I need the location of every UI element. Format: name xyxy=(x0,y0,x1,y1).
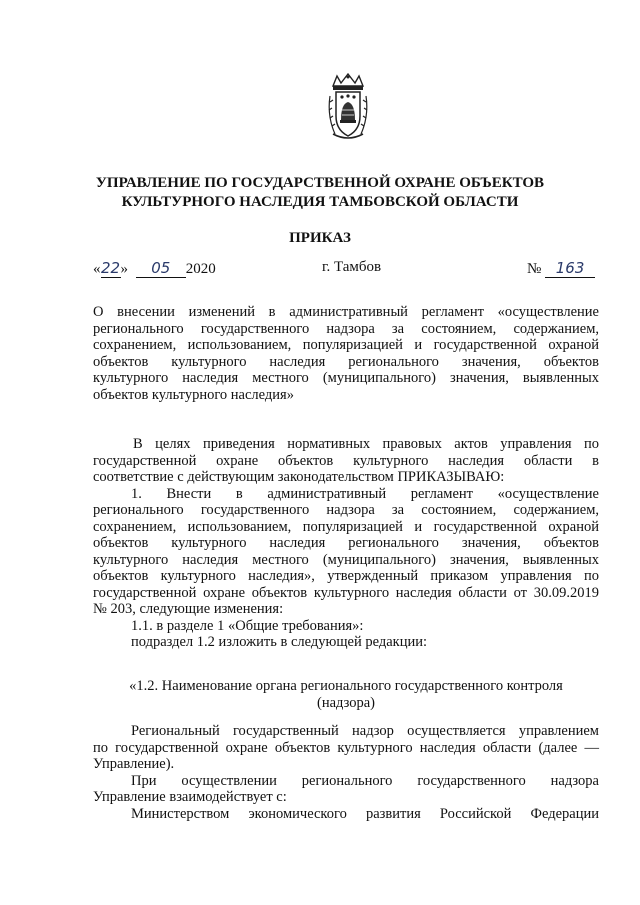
subject-line: объектов культурного наследия» xyxy=(93,386,294,403)
order-body xyxy=(93,436,599,651)
section-body-line: Региональный государственный надзор осуществляется управлением xyxy=(131,723,599,739)
order-subject xyxy=(93,304,599,403)
organization-title-line-1: УПРАВЛЕНИЕ ПО ГОСУДАРСТВЕННОЙ ОХРАНЕ ОБЪЕКТОВ xyxy=(95,175,545,191)
subject-line: сохранением, использованием, популяризацией и государственной охраной xyxy=(93,337,599,353)
body-line: объектов культурного наследия», утвержденный приказом управления по xyxy=(93,568,599,584)
body-line: объектов культурного наследия регионального значения, объектов xyxy=(93,535,599,551)
number-label: № xyxy=(527,261,542,277)
date-month: 05 xyxy=(136,259,186,278)
section-body-line: Управление). xyxy=(93,756,175,772)
section-title xyxy=(93,678,599,711)
body-line: государственной охране объектов культурного наследия области от 30.09.2019 xyxy=(93,584,599,601)
section-body-line: Министерством экономического развития Российской Федерации xyxy=(131,805,599,822)
document-city: г. Тамбов xyxy=(322,259,382,275)
body-line: 1.1. в разделе 1 «Общие требования»: xyxy=(131,617,364,634)
subject-line: объектов культурного наследия регионального значения, объектов xyxy=(93,353,599,370)
section-body xyxy=(93,723,599,822)
number-value: 163 xyxy=(545,259,595,278)
section-title-line: (надзора) xyxy=(317,694,375,711)
section-title-line: «1.2. Наименование органа регионального государственного контроля xyxy=(129,678,563,694)
document-number xyxy=(527,259,595,278)
body-line: культурного наследия местного (муниципального) значения, выявленных xyxy=(93,551,599,568)
date-quote-close: » xyxy=(120,261,128,277)
organization-title xyxy=(60,174,580,212)
document-type-heading: ПРИКАЗ xyxy=(289,230,351,246)
body-line: подраздел 1.2 изложить в следующей редакции: xyxy=(131,634,428,650)
date-year: 2020 xyxy=(185,261,216,277)
body-line: государственной охране объектов культурного наследия области в xyxy=(93,452,599,469)
section-body-line: При осуществлении регионального государственного надзора xyxy=(131,772,599,789)
body-line: соответствие с действующим законодательством ПРИКАЗЫВАЮ: xyxy=(93,469,505,485)
subject-line: регионального государственного надзора за состоянием, содержанием, xyxy=(93,320,599,337)
body-line: сохранением, использованием, популяризацией и государственной охраной xyxy=(93,518,599,535)
body-line: В целях приведения нормативных правовых актов управления по xyxy=(133,436,599,452)
date-day: 22 xyxy=(100,259,121,277)
section-body-line: по государственной охране объектов культурного наследия области (далее — xyxy=(93,739,599,756)
section-body-line: Управление взаимодействует с: xyxy=(93,789,287,805)
date-quote-open: « xyxy=(93,261,101,277)
body-line: 1. Внести в административный регламент «осуществление xyxy=(131,485,599,502)
document-date xyxy=(93,259,216,278)
body-line: № 203, следующие изменения: xyxy=(93,601,284,617)
body-line: регионального государственного надзора за состоянием, содержанием, xyxy=(93,502,599,518)
subject-line: культурного наследия местного (муниципального) значения, выявленных xyxy=(93,370,599,386)
coat-of-arms-icon xyxy=(327,72,369,142)
organization-title-line-2: КУЛЬТУРНОГО НАСЛЕДИЯ ТАМБОВСКОЙ ОБЛАСТИ xyxy=(121,194,519,210)
subject-line: О внесении изменений в административный регламент «осуществление xyxy=(93,304,599,320)
